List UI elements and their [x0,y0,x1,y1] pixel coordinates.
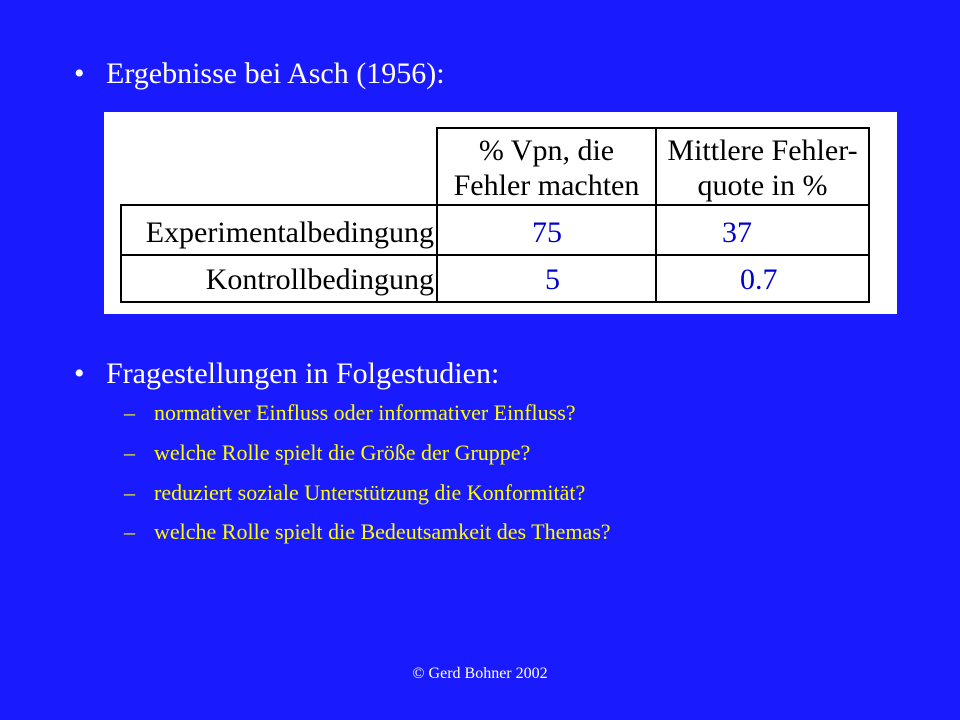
bullet-results [74,57,445,91]
row-label-experimental: Experimentalbedingung [145,216,434,249]
copyright-footer: © Gerd Bohner 2002 [412,665,548,682]
value-experimental-error: 37 [722,216,752,249]
value-experimental-pct: 75 [532,216,562,249]
dash-marker: – [124,480,135,505]
bullet-marker: • [74,357,85,390]
table-line [120,204,870,206]
value-control-pct: 5 [545,263,560,296]
bullet-followup [74,357,499,391]
results-table [104,112,897,314]
subitem-text: normativer Einfluss oder informativer Einfluss? [154,400,576,425]
table-line [868,127,870,303]
bullet-marker: • [74,57,85,90]
subitem-topic-importance [124,519,611,545]
header-error-line2: quote in % [697,169,828,202]
dash-marker: – [124,400,135,425]
table-line [120,254,870,256]
header-pct-line2: Fehler machten [453,169,640,202]
subitem-influence [124,400,576,426]
table-line [436,127,870,129]
header-error-line1: Mittlere Fehler- [667,134,858,167]
value-control-error: 0.7 [740,263,778,296]
bullet-results-text: Ergebnisse bei Asch (1956): [106,57,445,90]
dash-marker: – [124,440,135,465]
header-pct-line1: % Vpn, die [478,134,615,167]
subitem-text: reduziert soziale Unterstützung die Konformität? [154,480,586,505]
subitem-text: welche Rolle spielt die Größe der Gruppe? [154,440,531,465]
dash-marker: – [124,519,135,544]
subitem-group-size [124,440,530,466]
subitem-text: welche Rolle spielt die Bedeutsamkeit des Themas? [154,519,611,544]
bullet-followup-text: Fragestellungen in Folgestudien: [106,357,500,390]
table-line [120,301,870,303]
row-label-control: Kontrollbedingung [205,263,434,296]
subitem-social-support [124,480,585,506]
